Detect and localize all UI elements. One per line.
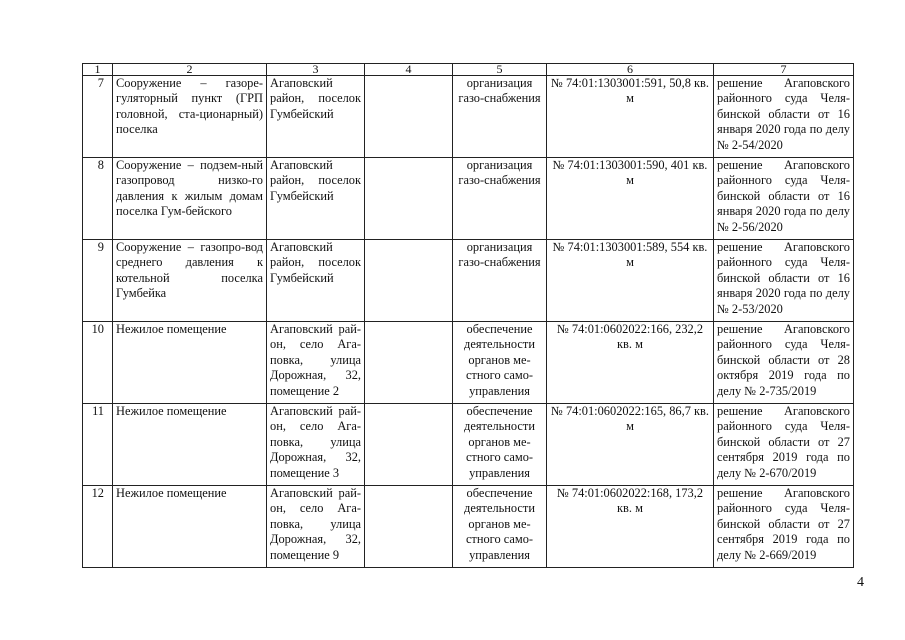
court-decision: решение Агаповского районного суда Челя-бинской области от 16 января 2020 года по делу № 2-53/2020 xyxy=(714,240,854,322)
object-address: Агаповский район, поселок Гумбейский xyxy=(267,240,365,322)
row-number: 9 xyxy=(83,240,113,322)
empty-cell xyxy=(365,76,453,158)
row-number: 11 xyxy=(83,404,113,486)
empty-cell xyxy=(365,158,453,240)
page-number: 4 xyxy=(857,575,864,590)
object-address: Агаповский рай-он, село Ага-повка, улица Дорожная, 32, помещение 2 xyxy=(267,322,365,404)
court-decision: решение Агаповского районного суда Челя-бинской области от 27 сентября 2019 года по делу № 2-670/2019 xyxy=(714,404,854,486)
empty-cell xyxy=(365,404,453,486)
column-header: 1 xyxy=(83,64,113,76)
object-purpose: обеспечение деятельности органов ме-стного само-управления xyxy=(453,322,547,404)
court-decision: решение Агаповского районного суда Челя-бинской области от 16 января 2020 года по делу № 2-54/2020 xyxy=(714,76,854,158)
object-purpose: организация газо-снабжения xyxy=(453,158,547,240)
table-row xyxy=(83,486,854,568)
column-header: 3 xyxy=(267,64,365,76)
cadastral-number: № 74:01:1303001:590, 401 кв. м xyxy=(547,158,714,240)
cadastral-number: № 74:01:1303001:591, 50,8 кв. м xyxy=(547,76,714,158)
table-row xyxy=(83,76,854,158)
court-decision: решение Агаповского районного суда Челя-бинской области от 16 января 2020 года по делу № 2-56/2020 xyxy=(714,158,854,240)
row-number: 7 xyxy=(83,76,113,158)
object-purpose: обеспечение деятельности органов ме-стного само-управления xyxy=(453,486,547,568)
object-name: Сооружение – газоре-гуляторный пункт (ГРП головной, ста-ционарный) поселка xyxy=(113,76,267,158)
column-header: 4 xyxy=(365,64,453,76)
object-name: Нежилое помещение xyxy=(113,322,267,404)
property-register-table xyxy=(82,63,854,568)
object-address: Агаповский рай-он, село Ага-повка, улица Дорожная, 32, помещение 9 xyxy=(267,486,365,568)
object-name: Сооружение – газопро-вод среднего давления к котельной поселка Гумбейка xyxy=(113,240,267,322)
object-address: Агаповский район, поселок Гумбейский xyxy=(267,76,365,158)
object-name: Нежилое помещение xyxy=(113,486,267,568)
object-purpose: организация газо-снабжения xyxy=(453,76,547,158)
column-header: 6 xyxy=(547,64,714,76)
court-decision: решение Агаповского районного суда Челя-бинской области от 28 октября 2019 года по делу № 2-735/2019 xyxy=(714,322,854,404)
object-address: Агаповский район, поселок Гумбейский xyxy=(267,158,365,240)
object-name: Сооружение – подзем-ный газопровод низко-го давления к жилым домам поселка Гум-бейского xyxy=(113,158,267,240)
object-address: Агаповский рай-он, село Ага-повка, улица Дорожная, 32, помещение 3 xyxy=(267,404,365,486)
table-row xyxy=(83,158,854,240)
cadastral-number: № 74:01:0602022:166, 232,2 кв. м xyxy=(547,322,714,404)
object-purpose: организация газо-снабжения xyxy=(453,240,547,322)
column-number-row xyxy=(83,64,854,76)
row-number: 10 xyxy=(83,322,113,404)
cadastral-number: № 74:01:0602022:168, 173,2 кв. м xyxy=(547,486,714,568)
empty-cell xyxy=(365,322,453,404)
court-decision: решение Агаповского районного суда Челя-бинской области от 27 сентября 2019 года по делу № 2-669/2019 xyxy=(714,486,854,568)
object-purpose: обеспечение деятельности органов ме-стного само-управления xyxy=(453,404,547,486)
empty-cell xyxy=(365,240,453,322)
cadastral-number: № 74:01:0602022:165, 86,7 кв. м xyxy=(547,404,714,486)
column-header: 7 xyxy=(714,64,854,76)
cadastral-number: № 74:01:1303001:589, 554 кв. м xyxy=(547,240,714,322)
column-header: 2 xyxy=(113,64,267,76)
column-header: 5 xyxy=(453,64,547,76)
row-number: 8 xyxy=(83,158,113,240)
table-row xyxy=(83,322,854,404)
table-row xyxy=(83,240,854,322)
row-number: 12 xyxy=(83,486,113,568)
object-name: Нежилое помещение xyxy=(113,404,267,486)
table-row xyxy=(83,404,854,486)
empty-cell xyxy=(365,486,453,568)
